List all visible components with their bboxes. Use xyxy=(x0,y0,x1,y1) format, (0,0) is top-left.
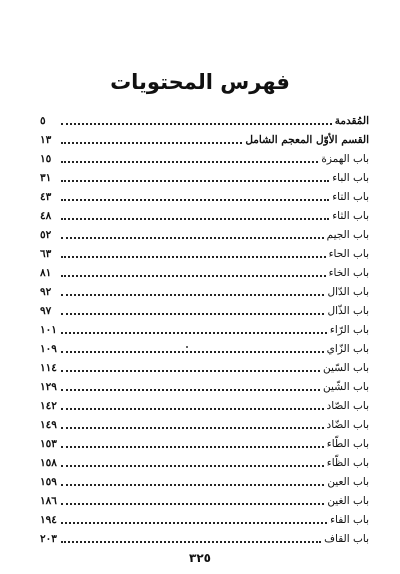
toc-entry-title: باب التاء xyxy=(332,191,369,203)
toc-entry xyxy=(40,489,369,508)
toc-entry-page: ١٤٩ xyxy=(40,419,57,431)
toc-entry-title: باب الذّال xyxy=(327,305,369,317)
toc-entry-title: باب الخاء xyxy=(328,267,369,279)
dot-leader xyxy=(61,426,324,429)
dot-leader xyxy=(61,293,324,296)
toc-entry xyxy=(40,508,369,527)
toc-entry-title: باب العين xyxy=(327,476,369,488)
toc-entry xyxy=(40,527,369,546)
toc-entry xyxy=(40,280,369,299)
toc-entry-page: ٩٢ xyxy=(40,286,52,298)
dot-leader xyxy=(61,521,327,524)
dot-leader xyxy=(61,407,324,410)
toc-entry xyxy=(40,432,369,451)
toc-entry-title: باب الثاء xyxy=(332,210,369,222)
toc-entry-title: باب الغين xyxy=(327,495,369,507)
dot-leader xyxy=(61,236,324,239)
page-title: فهرس المحتويات xyxy=(110,70,290,94)
dot-leader xyxy=(61,331,327,334)
dot-leader xyxy=(61,122,332,125)
toc-entry xyxy=(40,204,369,223)
toc-entry-page: ١٠١ xyxy=(40,324,57,336)
toc-list xyxy=(40,109,369,546)
toc-entry-page: ٤٨ xyxy=(40,210,52,222)
toc-entry-page: ٩٧ xyxy=(40,305,52,317)
toc-entry-page: ٨١ xyxy=(40,267,52,279)
dot-leader xyxy=(61,160,318,163)
dot-leader xyxy=(61,388,320,391)
toc-entry xyxy=(40,337,369,356)
dot-leader xyxy=(61,350,324,353)
stray-mark xyxy=(186,346,188,348)
dot-leader xyxy=(61,255,326,258)
toc-entry-page: ٦٣ xyxy=(40,248,52,260)
toc-entry-title: باب الباء xyxy=(332,172,369,184)
toc-entry-title: باب الزّاي xyxy=(326,343,369,355)
toc-entry-title: باب السّين xyxy=(323,362,369,374)
toc-entry-page: ١٩٤ xyxy=(40,514,57,526)
toc-entry-title: باب الشّين xyxy=(323,381,369,393)
toc-entry-page: ١٤٢ xyxy=(40,400,57,412)
toc-entry-title: باب الجيم xyxy=(326,229,369,241)
toc-entry-title: باب الهمزة xyxy=(321,153,369,165)
toc-entry xyxy=(40,394,369,413)
toc-entry xyxy=(40,375,369,394)
toc-entry xyxy=(40,470,369,489)
toc-entry xyxy=(40,261,369,280)
dot-leader xyxy=(61,369,320,372)
dot-leader xyxy=(61,274,326,277)
toc-entry-page: ٥٢ xyxy=(40,229,52,241)
dot-leader xyxy=(61,217,329,220)
dot-leader xyxy=(61,502,324,505)
toc-entry-title: باب الطّاء xyxy=(326,438,369,450)
toc-entry-page: ٢٠٣ xyxy=(40,533,57,545)
toc-entry xyxy=(40,147,369,166)
toc-entry-page: ١١٤ xyxy=(40,362,57,374)
toc-entry xyxy=(40,299,369,318)
toc-entry-title: باب الرّاء xyxy=(329,324,369,336)
dot-leader xyxy=(61,179,329,182)
toc-entry xyxy=(40,128,369,147)
toc-entry-title: المُقدمة xyxy=(334,115,369,127)
page-number: ٣٢٥ xyxy=(189,551,211,565)
toc-entry-page: ٣١ xyxy=(40,172,52,184)
toc-entry-title: باب الصّاد xyxy=(326,400,369,412)
toc-entry-page: ١٥ xyxy=(40,153,52,165)
toc-entry-page: ١٨٦ xyxy=(40,495,57,507)
toc-entry xyxy=(40,109,369,128)
toc-entry xyxy=(40,413,369,432)
dot-leader xyxy=(61,540,321,543)
toc-entry xyxy=(40,318,369,337)
toc-entry xyxy=(40,223,369,242)
toc-entry-page: ٥ xyxy=(40,115,46,127)
toc-entry-title: باب الدّال xyxy=(327,286,369,298)
toc-entry xyxy=(40,451,369,470)
dot-leader xyxy=(61,312,324,315)
toc-entry xyxy=(40,242,369,261)
dot-leader xyxy=(61,445,324,448)
toc-entry xyxy=(40,185,369,204)
dot-leader xyxy=(61,464,324,467)
toc-entry-page: ١٥٣ xyxy=(40,438,57,450)
toc-entry-page: ١٠٩ xyxy=(40,343,57,355)
toc-entry-title: باب الحاء xyxy=(328,248,369,260)
dot-leader xyxy=(61,198,329,201)
toc-entry-page: ١٥٨ xyxy=(40,457,57,469)
toc-entry-page: ١٥٩ xyxy=(40,476,57,488)
toc-entry xyxy=(40,356,369,375)
toc-entry-title: باب الفاء xyxy=(330,514,369,526)
toc-entry-title: القسم الأوّل المعجم الشامل xyxy=(245,134,369,146)
toc-entry-page: ٤٣ xyxy=(40,191,52,203)
toc-entry xyxy=(40,166,369,185)
toc-entry-page: ١٢٩ xyxy=(40,381,57,393)
toc-entry-title: باب الظّاء xyxy=(326,457,369,469)
toc-entry-title: باب القاف xyxy=(324,533,369,545)
toc-entry-title: باب الضّاد xyxy=(326,419,369,431)
dot-leader xyxy=(61,141,242,144)
toc-entry-page: ١٣ xyxy=(40,134,52,146)
dot-leader xyxy=(61,483,324,486)
